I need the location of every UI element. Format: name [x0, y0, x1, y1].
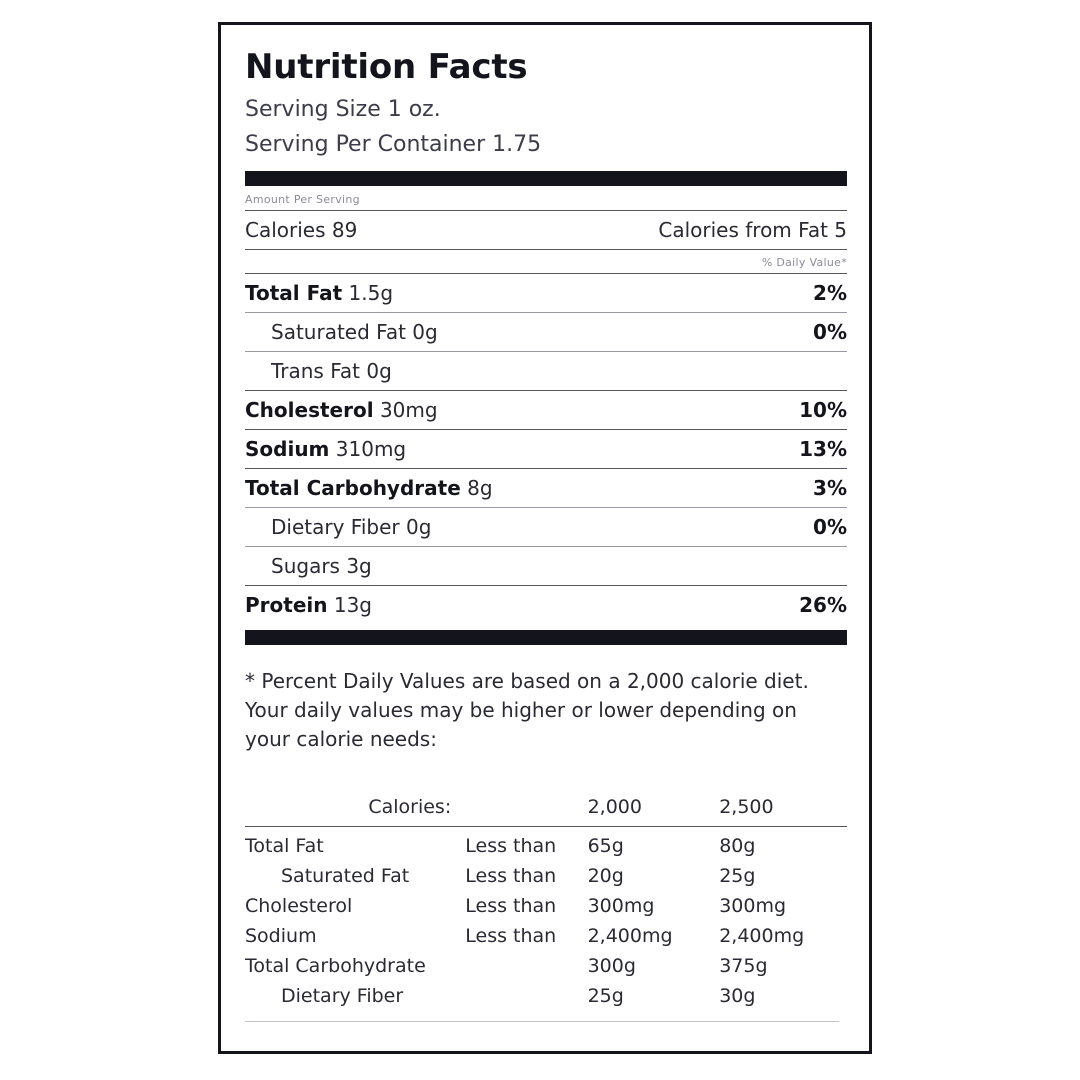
row-value-2500: 2,400mg — [719, 925, 805, 947]
nutrition-facts-content — [233, 35, 851, 1022]
nutrient-label: Dietary Fiber 0g — [271, 515, 432, 539]
table-row — [245, 981, 847, 1011]
row-value-2000: 300g — [587, 955, 636, 977]
nutrient-dv: 10% — [799, 398, 847, 422]
row-less-than: Less than — [465, 925, 557, 947]
table-row — [245, 827, 847, 862]
table-header-blank — [465, 792, 587, 827]
nutrient-row-saturated-fat — [233, 313, 851, 351]
row-name: Total Carbohydrate — [245, 955, 426, 977]
row-name: Dietary Fiber — [281, 985, 404, 1007]
nutrition-facts-panel — [218, 22, 872, 1054]
nutrient-label: Total Fat 1.5g — [245, 281, 394, 305]
nutrient-label: Trans Fat 0g — [271, 359, 392, 383]
row-value-2000: 65g — [588, 827, 720, 862]
nutrient-label: Saturated Fat 0g — [271, 320, 438, 344]
row-value-2500: 30g — [719, 985, 756, 1007]
row-value-2000: 2,400mg — [587, 925, 673, 947]
thick-divider-top — [245, 171, 847, 186]
nutrient-row-total-carbohydrate — [233, 469, 851, 507]
row-name: Cholesterol — [245, 895, 353, 917]
table-header-2500: 2,500 — [719, 796, 774, 818]
nutrient-dv: 13% — [799, 437, 847, 461]
nutrient-dv: 0% — [813, 320, 847, 344]
row-less-than — [465, 981, 587, 1011]
nutrient-row-trans-fat — [233, 352, 851, 390]
nutrient-row-sugars — [233, 547, 851, 585]
row-less-than — [465, 951, 587, 981]
nutrient-label: Protein 13g — [245, 593, 372, 617]
table-row — [245, 951, 847, 981]
nutrient-row-protein — [233, 586, 851, 624]
thick-divider-bottom — [245, 630, 847, 645]
calories-row — [233, 211, 851, 249]
row-name: Total Fat — [245, 827, 465, 862]
row-value-2500: 80g — [719, 827, 847, 862]
nutrient-row-dietary-fiber — [233, 508, 851, 546]
row-value-2000: 20g — [587, 865, 624, 887]
nutrient-label: Cholesterol 30mg — [245, 398, 438, 422]
table-header-calories: Calories: — [368, 796, 452, 818]
amount-per-serving-label: Amount Per Serving — [245, 193, 360, 206]
nutrient-row-cholesterol — [233, 391, 851, 429]
table-row — [245, 921, 847, 951]
row-less-than: Less than — [465, 865, 557, 887]
daily-value-footnote: * Percent Daily Values are based on a 2,000 calorie diet. Your daily values may be higher or lower depending on your calorie needs: — [245, 669, 809, 751]
row-less-than: Less than — [465, 895, 557, 917]
nutrient-label: Sugars 3g — [271, 554, 372, 578]
row-value-2500: 300mg — [719, 895, 787, 917]
row-value-2000: 25g — [587, 985, 624, 1007]
nutrient-dv: 2% — [813, 281, 847, 305]
nutrient-row-sodium — [233, 430, 851, 468]
daily-values-table — [245, 792, 847, 1011]
table-header-2000: 2,000 — [587, 796, 642, 818]
nutrient-dv: 0% — [813, 515, 847, 539]
page-title: Nutrition Facts — [245, 47, 528, 87]
calories-label: Calories 89 — [245, 218, 358, 242]
row-less-than: Less than — [465, 827, 587, 862]
row-name: Saturated Fat — [281, 865, 410, 887]
table-row — [245, 891, 847, 921]
calories-from-fat-label: Calories from Fat 5 — [658, 218, 847, 242]
divider-bottom-table — [245, 1021, 839, 1022]
nutrient-dv: 3% — [813, 476, 847, 500]
row-name: Sodium — [245, 925, 317, 947]
nutrient-label: Sodium 310mg — [245, 437, 407, 461]
servings-per-container-text: Serving Per Container 1.75 — [245, 132, 542, 157]
table-header-row — [245, 792, 847, 827]
nutrient-dv: 26% — [799, 593, 847, 617]
daily-value-header: % Daily Value* — [761, 256, 847, 269]
serving-size-text: Serving Size 1 oz. — [245, 97, 441, 122]
table-row — [245, 861, 847, 891]
row-value-2500: 25g — [719, 865, 756, 887]
nutrient-row-total-fat — [233, 274, 851, 312]
nutrient-label: Total Carbohydrate 8g — [245, 476, 493, 500]
row-value-2000: 300mg — [587, 895, 655, 917]
row-value-2500: 375g — [719, 955, 768, 977]
